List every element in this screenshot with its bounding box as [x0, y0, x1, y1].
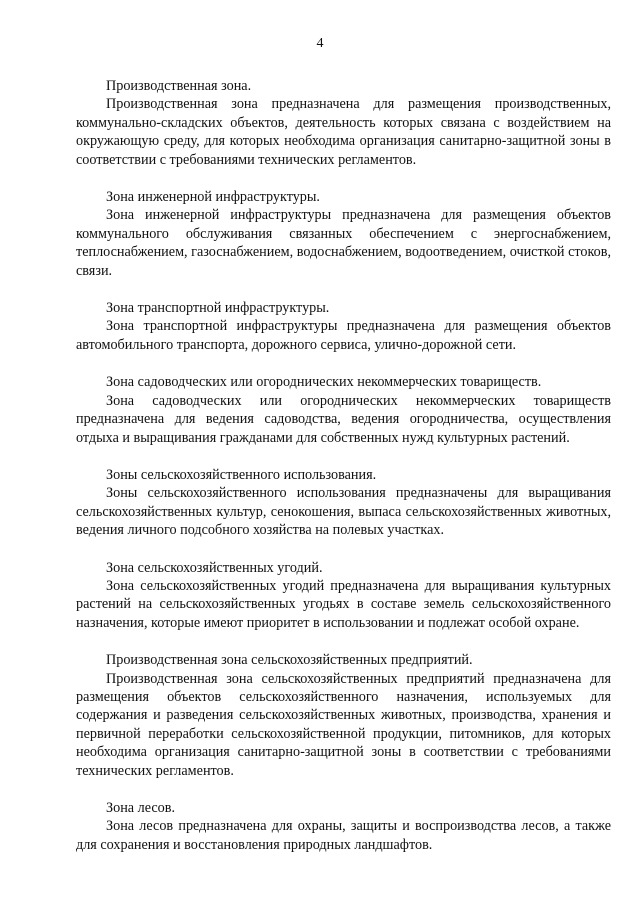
- section-heading: Производственная зона сельскохозяйственных предприятий.: [106, 652, 473, 669]
- document-body: [76, 77, 611, 873]
- section-engineering-infrastructure: [76, 188, 611, 280]
- section-paragraph: Зона транспортной инфраструктуры предназначена для размещения объектов автомобильного транспорта, дорожного сервиса, улично-дорожной сети.: [76, 318, 611, 353]
- section-agricultural-use: [76, 466, 611, 540]
- section-paragraph: Зона инженерной инфраструктуры предназначена для размещения объектов коммунального обслуживания связанных обеспечением с энергоснабжением, теплоснабжением, газоснабжением, водоснабжением, водоотведением, очисткой стоков, связи.: [76, 207, 611, 279]
- section-paragraph: Производственная зона предназначена для размещения производственных, коммунально-складских объектов, деятельность которых связана с воздействием на окружающую среду, для которых необходима организация санитарно-защитной зоны в соответствии с требованиями технических регламентов.: [76, 96, 611, 168]
- section-paragraph: Зоны сельскохозяйственного использования предназначены для выращивания сельскохозяйственных культур, сенокошения, выпаса сельскохозяйственных животных, ведения личного подсобного хозяйства на полевых участках.: [76, 485, 611, 539]
- section-heading: Зона лесов.: [106, 800, 176, 816]
- section-paragraph: Зона сельскохозяйственных угодий предназначена для выращивания культурных растений на сельскохозяйственных угодьях в составе земель сельскохозяйственного назначения, которые имеют приоритет в использовании и подлежат особой охране.: [76, 577, 611, 631]
- section-transport-infrastructure: [76, 299, 611, 354]
- section-paragraph: Производственная зона сельскохозяйственных предприятий предназначена для размещения объектов сельскохозяйственного назначения, используемых для содержания и разведения сельскохозяйственных животных, производства, хранения и первичной переработки сельскохозяйственной продукции, питомников, для которых необходима организация санитарно-защитной зоны в соответствии с требованиями технических регламентов.: [76, 670, 611, 779]
- section-agricultural-enterprises: [76, 651, 611, 780]
- section-heading: Зона транспортной инфраструктуры.: [106, 300, 330, 317]
- page-number: 4: [316, 36, 324, 51]
- section-production-zone: [76, 77, 611, 169]
- section-heading: Зона инженерной инфраструктуры.: [106, 189, 320, 206]
- section-gardening-partnerships: [76, 373, 611, 447]
- section-heading: Зоны сельскохозяйственного использования.: [106, 466, 377, 483]
- section-heading: Зона сельскохозяйственных угодий.: [106, 559, 323, 576]
- section-heading: Зона садоводческих или огороднических некоммерческих товариществ.: [106, 374, 542, 391]
- section-agricultural-lands: [76, 559, 611, 633]
- section-paragraph: Зона садоводческих или огороднических некоммерческих товариществ предназначена для ведения садоводства, ведения огородничества, осуществления отдыха и выращивания гражданами для собственных нужд культурных растений.: [76, 392, 611, 446]
- section-heading: Производственная зона.: [106, 78, 252, 94]
- section-forest-zone: [76, 799, 611, 854]
- section-paragraph: Зона лесов предназначена для охраны, защиты и воспроизводства лесов, а также для сохранения и восстановления природных ландшафтов.: [76, 818, 611, 853]
